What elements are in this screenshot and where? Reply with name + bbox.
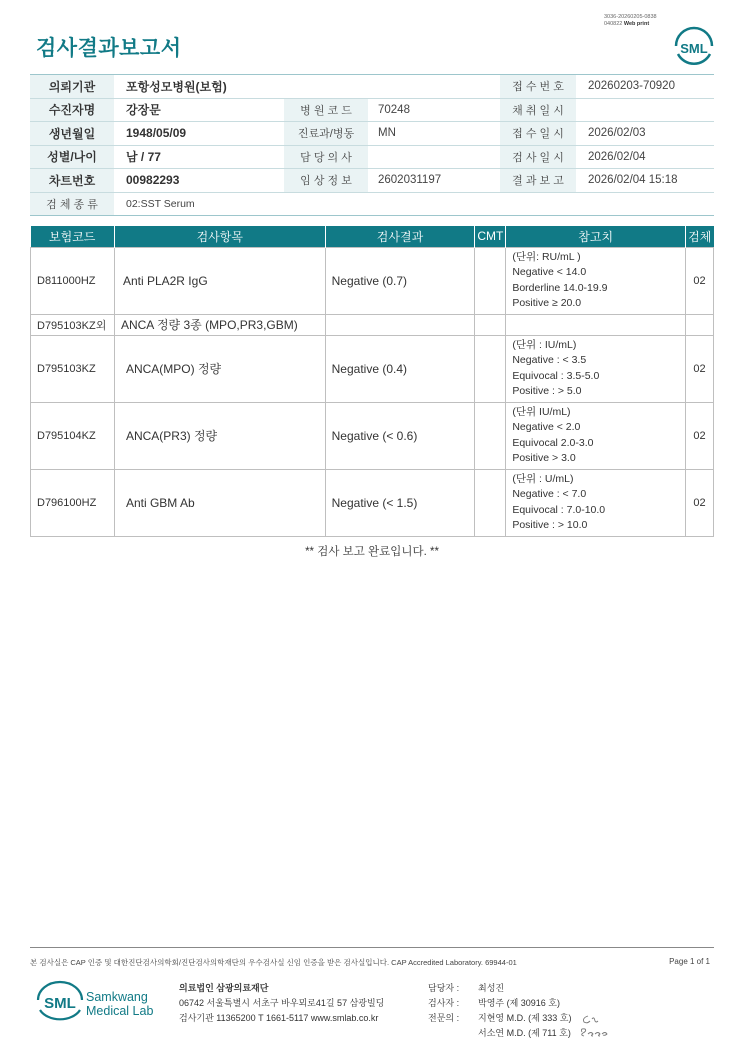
label-patient-name: 수진자명 <box>30 99 114 122</box>
value-accession-no: 20260203-70920 <box>588 80 675 93</box>
reference-line: Positive : > 5.0 <box>512 385 582 397</box>
staff-label: 담당자 : <box>428 983 460 993</box>
footer-logo-name2: Medical Lab <box>86 1004 154 1018</box>
cell-specimen: 02 <box>686 402 714 469</box>
staff-name: 박영주 (제 30916 호) <box>478 998 560 1008</box>
staff-name: 서소연 M.D. (제 711 호) <box>478 1028 571 1038</box>
label-collection-time: 채 취 일 시 <box>500 99 576 122</box>
cell-specimen: 02 <box>686 469 714 536</box>
document-id-line1: 3036-20260205-0838 <box>604 14 657 20</box>
table-row <box>31 402 714 469</box>
staff-label <box>428 1026 478 1041</box>
cell-item: ANCA(PR3) 정량 <box>114 402 325 469</box>
reference-line: Equivocal : 7.0-10.0 <box>512 503 606 516</box>
header-test-result: 검사결과 <box>325 226 475 247</box>
cell-code: D795103KZ <box>31 335 115 402</box>
label-specimen-type: 검 체 종 류 <box>30 193 114 216</box>
label-birthdate: 생년월일 <box>30 122 114 145</box>
cell-code: D796100HZ <box>31 469 115 536</box>
value-result-report: 2026/02/04 15:18 <box>588 174 678 187</box>
header-cmt: CMT <box>475 226 506 247</box>
samkwang-logo-icon <box>36 978 186 1028</box>
info-row-institution <box>30 75 714 99</box>
cell-cmt <box>475 335 506 402</box>
cell-result: Negative (< 1.5) <box>325 469 475 536</box>
header-test-item: 검사항목 <box>114 226 325 247</box>
label-sex-age: 성별/나이 <box>30 146 114 169</box>
cell-code: D795104KZ <box>31 402 115 469</box>
value-birthdate: 1948/05/09 <box>126 126 187 141</box>
cell-cmt <box>475 402 506 469</box>
reference-line: Borderline 14.0-19.9 <box>512 281 608 294</box>
label-clinical-info: 임 상 정 보 <box>284 169 368 192</box>
reference-line: Negative < 2.0 <box>512 421 581 433</box>
document-id-line2: 040822 <box>604 21 623 27</box>
cell-specimen: 02 <box>686 335 714 402</box>
cell-result: Negative (0.4) <box>325 335 475 402</box>
cell-reference <box>506 247 686 314</box>
label-hospital-code: 병 원 코 드 <box>284 99 368 122</box>
value-hospital-code: 70248 <box>378 103 410 116</box>
reference-line: Negative < 14.0 <box>512 266 587 278</box>
value-chart-no: 00982293 <box>126 173 180 188</box>
cell-reference <box>506 469 686 536</box>
label-chart-no: 차트번호 <box>30 169 114 192</box>
header-reference: 참고치 <box>506 226 686 247</box>
organization-name: 의료법인 삼광의료재단 <box>179 983 269 993</box>
accreditation-note: 본 검사실은 CAP 인증 및 대한진단검사의학회/진단검사의학재단의 우수검사실 신임 인증을 받은 검사실입니다. CAP Accredited Laboratory. 69944-01 <box>30 958 517 967</box>
web-print-label: Web print <box>623 21 650 27</box>
organization-address: 06742 서울특별시 서초구 바우뫼로41길 57 삼광빌딩 <box>179 998 385 1008</box>
reference-line: Equivocal 2.0-3.0 <box>512 436 594 449</box>
staff-name: 최성진 <box>478 983 505 993</box>
info-row-birthdate <box>30 122 714 146</box>
cell-reference <box>506 314 686 335</box>
organization-contact: 검사기관 11365200 T 1661-5117 www.smlab.co.kr <box>179 1013 379 1023</box>
table-row <box>31 469 714 536</box>
cell-cmt <box>475 247 506 314</box>
value-sex-age: 남 / 77 <box>126 150 161 165</box>
reference-line: (단위: RU/mL ) <box>512 250 581 263</box>
value-specimen-type: 02:SST Serum <box>126 197 195 210</box>
header-insurance-code: 보험코드 <box>31 226 115 247</box>
staff-label: 전문의 : <box>428 1013 460 1023</box>
label-physician: 담 당 의 사 <box>284 146 368 169</box>
signature-icon <box>578 1010 610 1042</box>
report-complete-notice: ** 검사 보고 완료입니다. ** <box>305 546 439 558</box>
footer-logo-name1: Samkwang <box>86 990 148 1004</box>
staff-name: 지현영 M.D. (제 333 호) <box>478 1013 572 1023</box>
value-clinical-info: 2602031197 <box>378 174 442 187</box>
report-title: 검사결과보고서 <box>36 37 182 60</box>
cell-item: ANCA 정량 3종 (MPO,PR3,GBM) <box>114 314 325 335</box>
info-row-chart-no <box>30 169 714 193</box>
footer-logo-sml: SML <box>44 995 76 1012</box>
cell-item: ANCA(MPO) 정량 <box>114 335 325 402</box>
reference-line: Positive ≥ 20.0 <box>512 297 582 309</box>
value-test-time: 2026/02/04 <box>588 150 646 163</box>
sml-logo-text: SML <box>680 41 708 56</box>
header-specimen: 검체 <box>686 226 714 247</box>
results-header-row <box>31 226 714 247</box>
cell-specimen <box>686 314 714 335</box>
cell-reference <box>506 402 686 469</box>
patient-info <box>30 74 714 216</box>
staff-info <box>428 981 571 1041</box>
cell-specimen: 02 <box>686 247 714 314</box>
label-department: 진료과/병동 <box>284 122 368 145</box>
info-row-patient-name <box>30 99 714 123</box>
cell-result: Negative (0.7) <box>325 247 475 314</box>
document-id <box>604 14 657 28</box>
table-row <box>31 335 714 402</box>
sml-logo-icon <box>672 24 716 68</box>
reference-line: (단위 : U/mL) <box>512 472 574 485</box>
cell-code: D811000HZ <box>31 247 115 314</box>
value-patient-name: 강장문 <box>126 103 161 118</box>
cell-reference <box>506 335 686 402</box>
info-row-sex-age <box>30 146 714 170</box>
cell-item: Anti PLA2R IgG <box>114 247 325 314</box>
cell-result <box>325 314 475 335</box>
cell-result: Negative (< 0.6) <box>325 402 475 469</box>
page-number: Page 1 of 1 <box>669 957 710 966</box>
cell-cmt <box>475 314 506 335</box>
info-row-specimen <box>30 193 714 217</box>
label-test-time: 검 사 일 시 <box>500 146 576 169</box>
reference-line: Positive : > 10.0 <box>512 519 588 531</box>
label-result-report: 결 과 보 고 <box>500 169 576 192</box>
cell-code: D795103KZ외 <box>31 314 115 335</box>
table-row <box>31 314 714 335</box>
reference-line: (단위 IU/mL) <box>512 405 571 418</box>
reference-line: Positive > 3.0 <box>512 452 576 464</box>
reference-line: (단위 : IU/mL) <box>512 338 577 351</box>
label-accession-no: 접 수 번 호 <box>500 75 576 98</box>
value-department: MN <box>378 127 396 140</box>
label-institution: 의뢰기관 <box>30 75 114 98</box>
footer-divider <box>30 947 714 948</box>
organization-info <box>179 981 384 1026</box>
table-row <box>31 247 714 314</box>
results-table <box>30 226 714 537</box>
cell-cmt <box>475 469 506 536</box>
staff-label: 검사자 : <box>428 998 460 1008</box>
value-receipt-time: 2026/02/03 <box>588 127 646 140</box>
reference-line: Negative : < 3.5 <box>512 354 587 366</box>
value-institution: 포항성모병원(보험) <box>126 79 227 94</box>
label-receipt-time: 접 수 일 시 <box>500 122 576 145</box>
reference-line: Equivocal : 3.5-5.0 <box>512 369 600 382</box>
reference-line: Negative : < 7.0 <box>512 488 587 500</box>
cell-item: Anti GBM Ab <box>114 469 325 536</box>
